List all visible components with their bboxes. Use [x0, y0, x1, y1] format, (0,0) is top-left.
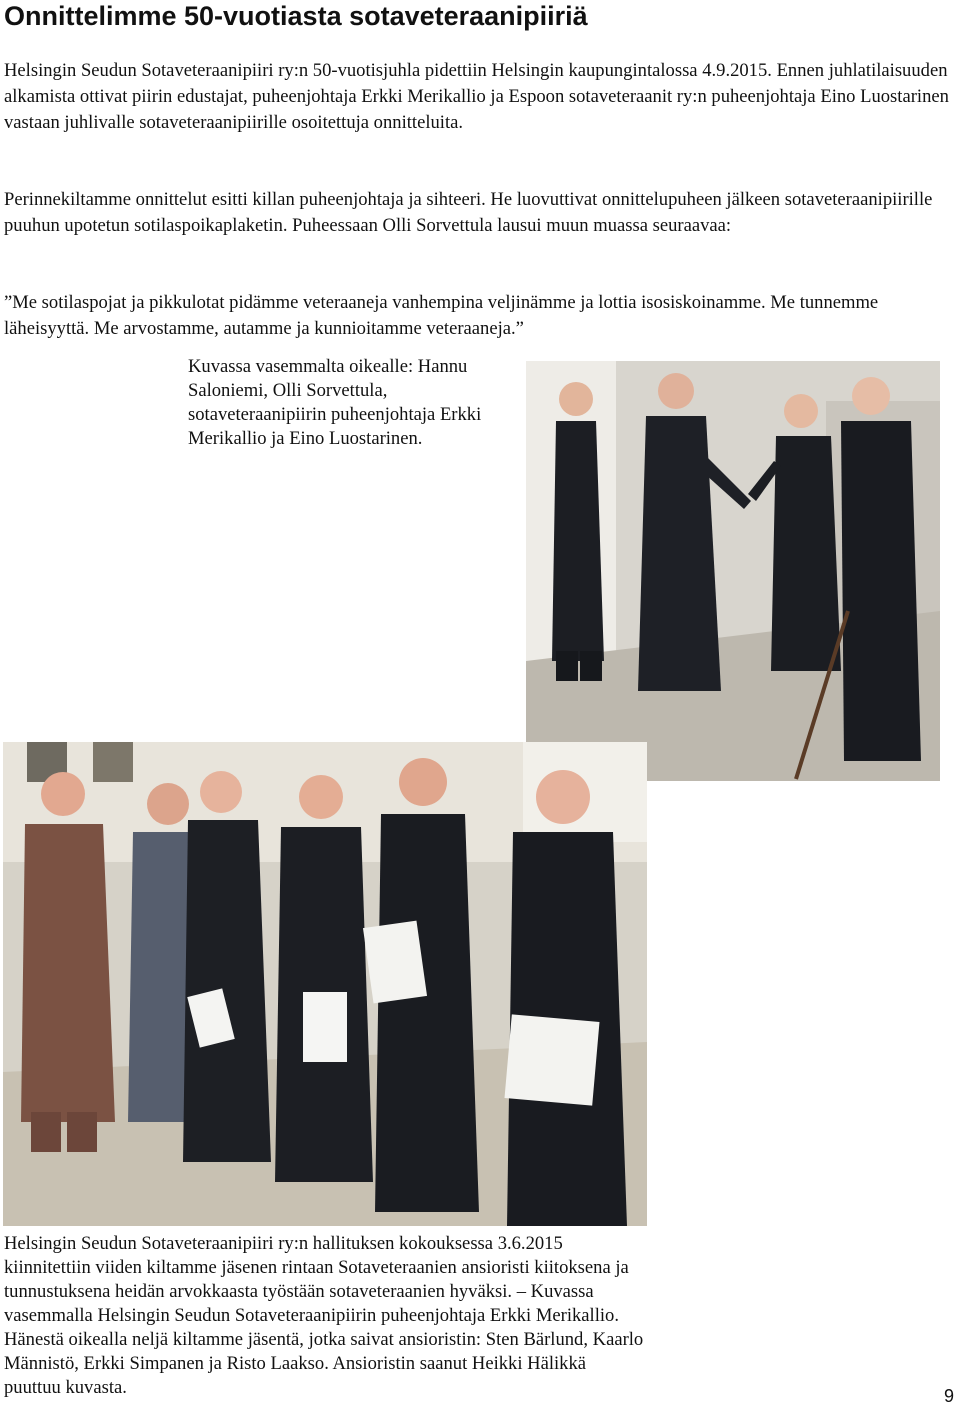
page-title: Onnittelimme 50-vuotiasta sotaveteraanipiiriä — [4, 1, 588, 31]
intro-paragraph: Helsingin Seudun Sotaveteraanipiiri ry:n 50-vuotisjuhla pidettiin Helsingin kaupungintalossa 4.9.2015. Ennen juhlatilaisuuden alkamista ottivat piirin edustajat, puheenjohtaja Erkki Merikallio ja Espoon sotaveteraanit ry:n puheenjohtaja Eino Luostarinen vastaan juhlivalle sotaveteraanipiirille osoitettuja onnitteluita. — [4, 60, 949, 133]
photo2-caption: Helsingin Seudun Sotaveteraanipiiri ry:n hallituksen kokouksessa 3.6.2015 kiinnitettiin viiden kiltamme jäsenen rintaan Sotaveteraanien ansioristi kiitoksena ja tunnustuksena heidän arvokkaasta työstään sotaveteraanien hyväksi. – Kuvassa vasemmalla Helsingin Seudun Sotaveteraanipiirin puheenjohtaja Erkki Merikallio. Hänestä oikealla neljä kiltamme jäsentä, jotka saivat ansioristin: Sten Bärlund, Kaarlo Männistö, Erkki Simpanen ja Risto Laakso. Ansioristin saanut Heikki Hälikkä puuttuu kuvasta. — [4, 1233, 644, 1398]
handshake-photo — [526, 361, 940, 781]
quote-paragraph: ”Me sotilaspojat ja pikkulotat pidämme veteraaneja vanhempina veljinämme ja lottia isosiskoinamme. Me tunnemme läheisyyttä. Me arvostamme, autamme ja kunnioitamme veteraaneja.” — [4, 292, 879, 339]
group-photo — [3, 742, 647, 1226]
page-number: 9 — [943, 1386, 954, 1406]
photo1-caption: Kuvassa vasemmalta oikealle: Hannu Saloniemi, Olli Sorvettula, sotaveteraanipiirin puheenjohtaja Erkki Merikallio ja Eino Luostarinen. — [188, 356, 482, 449]
greeting-paragraph: Perinnekiltamme onnittelut esitti killan puheenjohtaja ja sihteeri. He luovuttivat onnittelupuheen jälkeen sotaveteraanipiirille puuhun upotetun sotilaspoikaplaketin. Puheessaan Olli Sorvettula lausui muun muassa seuraavaa: — [4, 189, 933, 236]
